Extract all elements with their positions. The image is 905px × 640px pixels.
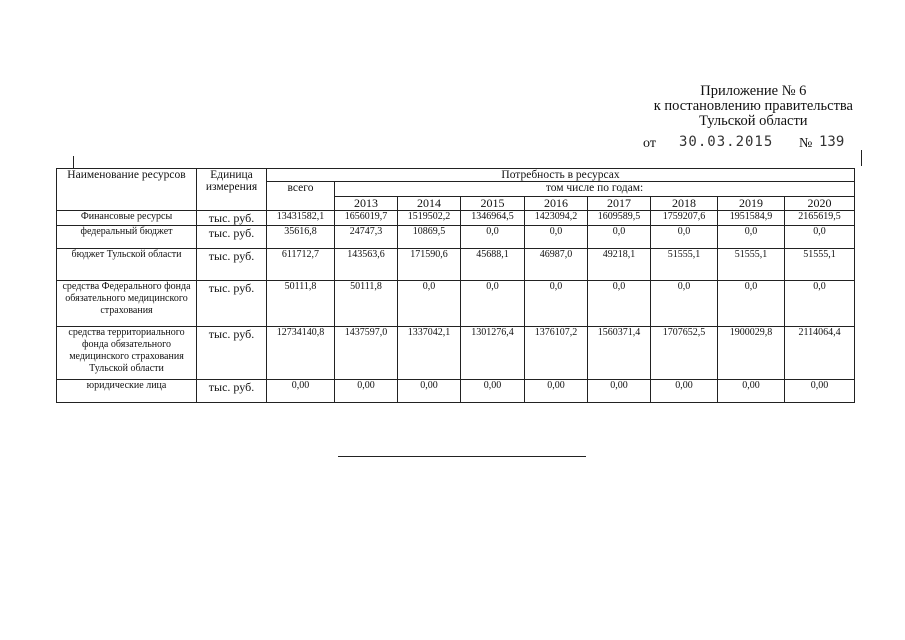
row-year-value: 2114064,4 [785, 327, 855, 380]
row-total: 35616,8 [267, 226, 335, 249]
header-year: 2018 [651, 197, 718, 211]
row-year-value: 0,0 [398, 281, 461, 327]
row-total: 13431582,1 [267, 211, 335, 226]
row-name: юридические лица [57, 380, 197, 403]
row-year-value: 0,0 [588, 226, 651, 249]
header-total: всего [267, 182, 335, 211]
row-total: 611712,7 [267, 249, 335, 281]
row-year-value: 1951584,9 [718, 211, 785, 226]
row-unit: тыс. руб. [197, 327, 267, 380]
row-year-value: 171590,6 [398, 249, 461, 281]
row-year-value: 0,00 [718, 380, 785, 403]
row-name: средства территориального фонда обязательного медицинского страхования Тульской области [57, 327, 197, 380]
scan-mark-left [73, 156, 74, 168]
header-year: 2013 [335, 197, 398, 211]
row-year-value: 49218,1 [588, 249, 651, 281]
header-year: 2016 [525, 197, 588, 211]
row-year-value: 0,0 [718, 226, 785, 249]
table-row [57, 281, 855, 327]
appendix-subtitle: к постановлению правительства [653, 98, 853, 114]
row-year-value: 51555,1 [651, 249, 718, 281]
row-year-value: 1301276,4 [461, 327, 525, 380]
row-year-value: 24747,3 [335, 226, 398, 249]
header-years-group: том числе по годам: [335, 182, 855, 197]
row-year-value: 45688,1 [461, 249, 525, 281]
row-year-value: 0,0 [651, 226, 718, 249]
scan-mark-right [861, 150, 862, 166]
row-year-value: 46987,0 [525, 249, 588, 281]
row-year-value: 1759207,6 [651, 211, 718, 226]
header-year: 2020 [785, 197, 855, 211]
appendix-title: Приложение № 6 [700, 83, 807, 99]
table-row [57, 249, 855, 281]
footer-rule [338, 456, 586, 457]
row-year-value: 0,0 [588, 281, 651, 327]
row-year-value: 0,00 [525, 380, 588, 403]
row-year-value: 1707652,5 [651, 327, 718, 380]
row-year-value: 0,00 [588, 380, 651, 403]
document-date: 30.03.2015 [679, 134, 774, 150]
row-year-value: 51555,1 [785, 249, 855, 281]
row-year-value: 0,00 [785, 380, 855, 403]
row-unit: тыс. руб. [197, 281, 267, 327]
row-year-value: 0,0 [525, 226, 588, 249]
table-row [57, 380, 855, 403]
header-year: 2015 [461, 197, 525, 211]
row-name: средства Федерального фонда обязательного медицинского страхования [57, 281, 197, 327]
row-unit: тыс. руб. [197, 380, 267, 403]
row-unit: тыс. руб. [197, 226, 267, 249]
row-year-value: 51555,1 [718, 249, 785, 281]
header-year: 2017 [588, 197, 651, 211]
row-year-value: 143563,6 [335, 249, 398, 281]
row-year-value: 50111,8 [335, 281, 398, 327]
row-year-value: 0,00 [335, 380, 398, 403]
row-year-value: 1346964,5 [461, 211, 525, 226]
row-total: 50111,8 [267, 281, 335, 327]
row-year-value: 0,0 [651, 281, 718, 327]
header-need: Потребность в ресурсах [267, 169, 855, 182]
row-total: 12734140,8 [267, 327, 335, 380]
table-row [57, 327, 855, 380]
row-year-value: 1376107,2 [525, 327, 588, 380]
document-number: 139 [819, 134, 845, 150]
row-year-value: 0,00 [651, 380, 718, 403]
row-name: Финансовые ресурсы [57, 211, 197, 226]
row-year-value: 2165619,5 [785, 211, 855, 226]
row-unit: тыс. руб. [197, 211, 267, 226]
row-year-value: 10869,5 [398, 226, 461, 249]
row-year-value: 0,0 [718, 281, 785, 327]
row-year-value: 1560371,4 [588, 327, 651, 380]
document-date-line [643, 134, 843, 154]
header-name: Наименование ресурсов [57, 169, 197, 211]
table-row [57, 211, 855, 226]
row-year-value: 0,0 [785, 226, 855, 249]
appendix-header [654, 84, 853, 129]
header-year: 2019 [718, 197, 785, 211]
row-year-value: 1337042,1 [398, 327, 461, 380]
header-unit: Единица измерения [197, 169, 267, 211]
row-year-value: 1519502,2 [398, 211, 461, 226]
header-year: 2014 [398, 197, 461, 211]
row-year-value: 0,00 [461, 380, 525, 403]
date-prefix: от [643, 136, 656, 151]
resources-table [56, 168, 855, 403]
row-year-value: 0,0 [461, 226, 525, 249]
table-row [57, 226, 855, 249]
row-total: 0,00 [267, 380, 335, 403]
row-year-value: 0,0 [461, 281, 525, 327]
row-year-value: 1656019,7 [335, 211, 398, 226]
row-unit: тыс. руб. [197, 249, 267, 281]
row-year-value: 1609589,5 [588, 211, 651, 226]
row-year-value: 1900029,8 [718, 327, 785, 380]
number-prefix: № [799, 136, 813, 151]
row-name: бюджет Тульской области [57, 249, 197, 281]
row-year-value: 0,0 [785, 281, 855, 327]
row-year-value: 1423094,2 [525, 211, 588, 226]
row-year-value: 1437597,0 [335, 327, 398, 380]
row-year-value: 0,00 [398, 380, 461, 403]
row-name: федеральный бюджет [57, 226, 197, 249]
row-year-value: 0,0 [525, 281, 588, 327]
appendix-region: Тульской области [699, 113, 808, 129]
